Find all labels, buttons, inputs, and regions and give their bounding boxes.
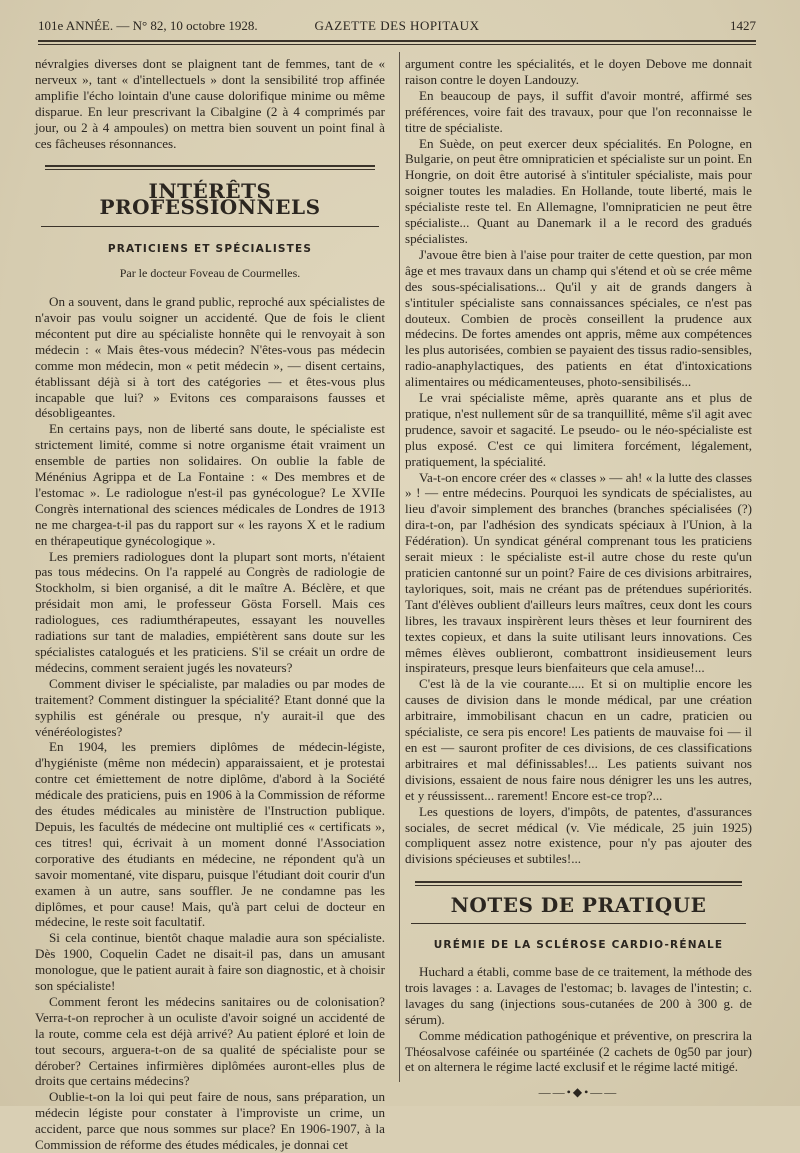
- article-paragraph: J'avoue être bien à l'aise pour traiter de cette question, par mon âge et mes travaux dans un champ qui s'étend et où se crée même des sous-spécialisations... Qu'il y ait de grands dangers à s'intituler spécialiste sans connaissances spéciales, ce n'est pas douteux. Combien de procès conseillent la prudence aux médecins. De fortes amendes ont appris, même aux compétences les plus autorisées, combien se payaient des tissus radio-sensibles, radio-anaphylactiques, des patients en état d'intoxications alimentaires ou médicamenteuses, photo-sensibilisés...: [405, 246, 752, 390]
- article-paragraph: Les questions de loyers, d'impôts, de patentes, d'assurances sociales, de secret médical (v. Vie médicale, 25 juin 1925) compliquent assez notre existence, pour n'y pas ajouter des divisions spécieuses et subtiles!...: [405, 803, 752, 867]
- issue-info: 101e ANNÉE. — N° 82, 10 octobre 1928.: [38, 18, 258, 33]
- running-head: [38, 14, 756, 36]
- article-paragraph: Les premiers radiologues dont la plupart sont morts, n'étaient pas tous médecins. On l'a rappelé au Congrès de radiologie de Stockholm, si bien organisé, a dit le maître A. Béclère, et que présidait mon ami, le professeur Gösta Forsell. Mais ces radiologues, ces radiumthérapeutes, essayant les nouvelles radiations sur tant de maladies, empiétèrent sans doute sur les spécialistes catalogués et les praticiens. S'il se créait un ordre de médecins, comment seraient jugés les novateurs?: [35, 548, 385, 675]
- header-rule: [38, 40, 756, 42]
- section-heading: INTÉRÊTS PROFESSIONNELS: [99, 179, 321, 220]
- article-paragraph: En certains pays, non de liberté sans doute, le spécialiste est strictement limité, comme si notre organisme était vraiment un ensemble de parties non solidaires. On oublie la fable de Ménénius Agrippa et de La Fontaine : « Des membres et de l'estomac ». Le radiologue n'est-il pas gynécologue? Le XVIIe Congrès international des sciences médicales de Londres de 1913 ne me chargea-t-il pas du rapport sur « les rayons X et le radium en thérapeutique gynécologique ».: [35, 421, 385, 548]
- publication-title: GAZETTE DES HOPITAUX: [314, 18, 480, 33]
- article-title: PRATICIENS ET SPÉCIALISTES: [107, 243, 313, 256]
- section-heading: NOTES DE PRATIQUE: [450, 893, 707, 918]
- header-rule-thin: [38, 44, 756, 45]
- article-paragraph: Va-t-on encore créer des « classes » — ah! « la lutte des classes » ! — entre médecins. Pourquoi les syndicats de spécialistes, au lieu d'avoir simplement des branches (branches spécialisées (?) dira-t-on, par l'adhésion des syndicats spéciaux à l'Union, à la Fédération). Un syndicat général comprenant tous les praticiens serait mieux : le spécialiste est-il autre chose du reste qu'un praticien cantonné sur un point? Faire de ces divisions arbitraires, tayloriques, soit, mais ne créant pas de prétendues supériorités. Tant d'élèves oublient d'ailleurs leurs maîtres, ceux dont les cours libres, les travaux inspirèrent leurs thèses et leur fournirent des textes copieux, et dans la suite utilisant leurs innovations. Ces mêmes élèves oublieront, combattront insidieusement leurs inspirateurs, presque leurs bienfaiteurs que cela amuse!...: [405, 469, 752, 676]
- continuation-paragraph: névralgies diverses dont se plaignent tant de femmes, tant de « nerveux », tant « d'intellectuels » dont la sensibilité trop affinée amplifie l'écho lointain d'une cause dolorifique minime ou même disparue. En leur prescrivant la Cibalgine (2 à 4 comprimés par jour, ou 2 à 4 ampoules) on mettra bien souvent un point final à ces fâcheuses résonnances.: [35, 56, 385, 151]
- page-number: 1427: [730, 18, 756, 33]
- right-column: [405, 56, 752, 1101]
- article-paragraph: Le vrai spécialiste même, après quarante ans et plus de pratique, n'est nullement sûr de sa tranquillité, même s'il agit avec prudence, savoir et sagacité. Le pseudo- ou le néo-spécialiste est plus exposé. C'est ce qui limitera forcément, légalement, pratiquement, la spécialité.: [405, 390, 752, 469]
- article-paragraph: On a souvent, dans le grand public, reproché aux spécialistes de n'avoir pas voulu soigner un accidenté. Que de fois le client mécontent put dire au spécialiste honnête qui le renvoyait à son médecin : « Mais êtes-vous médecin? N'êtes-vous pas médecin comme mon médecin, mon « petit médecin », — disent certains, établissant déjà si à tort des catégories — et êtes-vous plus incapable que lui? » Evitons ces comparaisons fausses et désobligeantes.: [35, 294, 385, 421]
- article-paragraph: Comment diviser le spécialiste, par maladies ou par modes de traitement? Comment distinguer la spécialité? Etant donné que la syphilis est générale ou presque, n'y aurait-il que des vénéréologistes?: [35, 675, 385, 739]
- notes-paragraph: Comme médication pathogénique et préventive, on prescrira la Théosalvose caféinée ou spartéinée (2 cachets de 0g50 par jour) et on alternera le régime lacté exclusif et le régime lacté mitigé.: [405, 1027, 752, 1075]
- article-paragraph: Si cela continue, bientôt chaque maladie aura son spécialiste. Dès 1900, Coquelin Cadet ne disait-il pas, dans un amusant monologue, que le patient aurait à faire son diagnostic, et à choisir son spécialiste!: [35, 930, 385, 994]
- article-paragraph: En 1904, les premiers diplômes de médecin-légiste, d'hygiéniste (même non médecin) apparaissaient, et je protestai contre cet émiettement de notre diplôme, d'abord à la Société médicale des praticiens, puis en 1906 à la Commission de réforme des études médicales au ministère de l'Instruction publique. Depuis, les facultés de médecine ont multiplié ces « certificats », ces titres! qui, écrivait à un moment donné l'Association corporative des étudiants en médecine, ne répondent qu'à un savoir momentané, vite disparu, puisque l'étudiant doit courir d'un examen à un autre, sans souffler. Je ne condamne pas les diplômes, et pour cause! Mais, qu'à part celui de docteur en médecine, le reste soit facultatif.: [35, 739, 385, 930]
- article-paragraph: En Suède, on peut exercer deux spécialités. En Pologne, en Bulgarie, on peut être omnipraticien et spécialiste sur un point. En Hongrie, on doit être autorisé à s'intituler spécialiste, mais pour soigner toutes les maladies. En Hollande, toute liberté, mais le spécialiste reste tel. En Allemagne, l'omnipraticien ne peut être spécialiste... Quant au Danemark il a le record des gradués spécialistes.: [405, 135, 752, 246]
- article-title: URÉMIE DE LA SCLÉROSE CARDIO-RÉNALE: [433, 939, 724, 952]
- article-paragraph: C'est là de la vie courante..... Et si on multiplie encore les causes de division dans le monde médical, par une création arbitraire, immobilisant chacun en un cadre, praticien ou spécialiste, ce sera pis encore! Les patients de mauvaise foi — il en est — sauront profiter de ces divisions, de ces classifications arbitraires et mal définissables!... Les patients suivant nos divisions, essaient de nous faire nous dénigrer les uns les autres, et y réussissent... rarement! Encore est-ce trop?...: [405, 676, 752, 803]
- notes-paragraph: Huchard a établi, comme base de ce traitement, la méthode des trois lavages : a. Lavages de l'estomac; b. lavages de l'intestin; c. lavages du sang (injections sous-cutanées de 200 à 300 g. de sérum).: [405, 964, 752, 1027]
- byline: Par le docteur Foveau de Courmelles.: [119, 266, 301, 281]
- column-divider: [399, 52, 400, 1082]
- ornament: ——•◆•——: [538, 1085, 619, 1100]
- left-column: [35, 56, 385, 1153]
- article-paragraph: Comment feront les médecins sanitaires ou de colonisation? Verra-t-on reprocher à un oculiste d'avoir soigné un accidenté de la route, comme cela est déjà arrivé? Au patient éploré et loin de tout secours, arguera-t-on de sa qualité de spécialiste pour se dérober? Certaines infirmières diplômées auront-elles plus de droits que certains médecins?: [35, 993, 385, 1089]
- article-paragraph: En beaucoup de pays, il suffit d'avoir montré, affirmé ses préférences, voire fait des travaux, pour que l'on reconnaisse le titre de spécialiste.: [405, 87, 752, 135]
- article-paragraph: argument contre les spécialités, et le doyen Debove me donnait raison contre le doyen Landouzy.: [405, 56, 752, 87]
- article-paragraph: Oublie-t-on la loi qui peut faire de nous, sans préparation, un médecin légiste pour constater à l'improviste un crime, un accident, parce que nous sommes sur place? En 1906-1907, à la Commission de réforme des études médicales, je donnai cet: [35, 1089, 385, 1153]
